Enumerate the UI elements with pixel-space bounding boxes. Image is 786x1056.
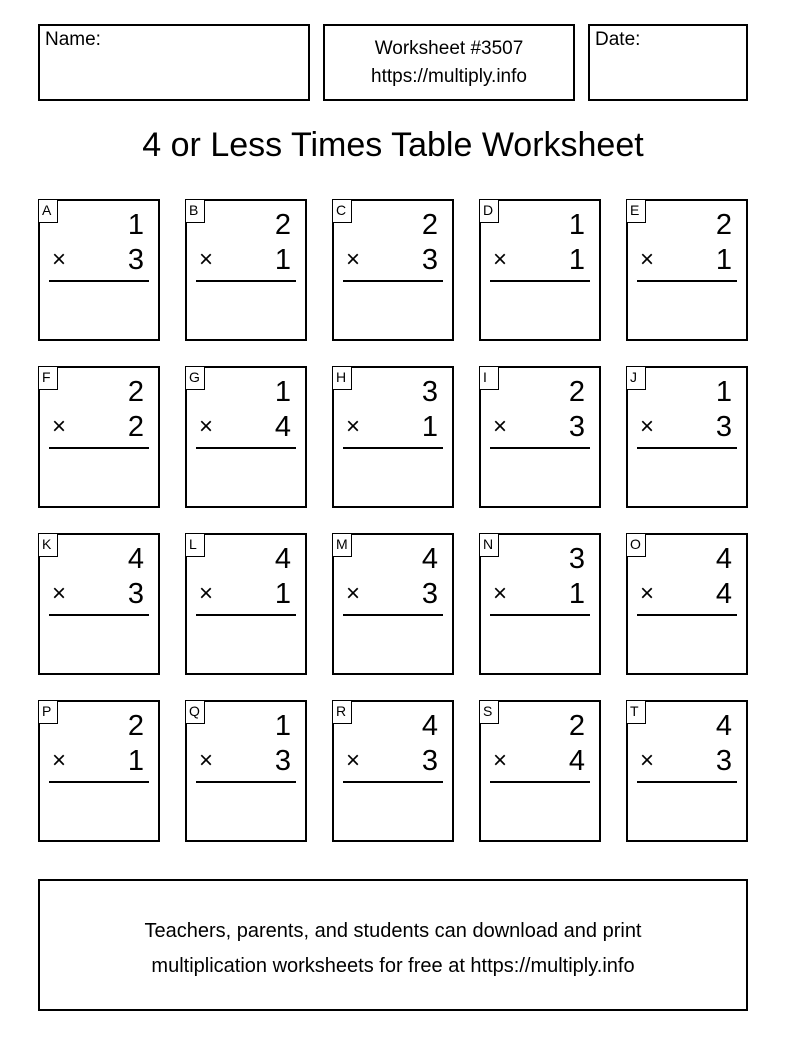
problem-card xyxy=(479,366,601,508)
problem-card xyxy=(626,366,748,508)
problem-card xyxy=(185,366,307,508)
problem-top-number: 1 xyxy=(127,209,144,241)
problem-letter: C xyxy=(332,199,352,223)
times-sign: × xyxy=(493,246,508,273)
times-sign: × xyxy=(199,580,214,607)
problem-letter: Q xyxy=(185,700,205,724)
problem-bottom-number: 4 xyxy=(568,745,585,777)
problem-letter: I xyxy=(479,366,499,390)
problem-bottom-number: 3 xyxy=(421,244,438,276)
answer-line xyxy=(343,781,443,783)
problem-top-number: 4 xyxy=(421,710,438,742)
problem-letter: B xyxy=(185,199,205,223)
problem-bottom-number: 3 xyxy=(715,745,732,777)
date-label: Date: xyxy=(595,29,641,50)
answer-line xyxy=(343,447,443,449)
problem-card xyxy=(38,533,160,675)
times-sign: × xyxy=(52,413,67,440)
problem-top-number: 3 xyxy=(568,543,585,575)
problem-card xyxy=(626,700,748,842)
problem-bottom-number: 3 xyxy=(127,578,144,610)
times-sign: × xyxy=(346,747,361,774)
problem-letter: R xyxy=(332,700,352,724)
problem-card xyxy=(479,533,601,675)
problem-card xyxy=(626,199,748,341)
problem-card xyxy=(185,700,307,842)
problem-top-number: 1 xyxy=(568,209,585,241)
answer-line xyxy=(343,280,443,282)
answer-line xyxy=(49,447,149,449)
problem-bottom-number: 1 xyxy=(421,411,438,443)
problem-letter: L xyxy=(185,533,205,557)
answer-line xyxy=(637,614,737,616)
answer-line xyxy=(196,781,296,783)
times-sign: × xyxy=(346,246,361,273)
problem-bottom-number: 3 xyxy=(274,745,291,777)
problem-bottom-number: 3 xyxy=(568,411,585,443)
times-sign: × xyxy=(346,413,361,440)
problem-bottom-number: 3 xyxy=(127,244,144,276)
problem-card xyxy=(185,533,307,675)
problem-top-number: 1 xyxy=(715,376,732,408)
problem-bottom-number: 4 xyxy=(715,578,732,610)
problem-top-number: 4 xyxy=(274,543,291,575)
worksheet-info-box xyxy=(323,24,575,101)
answer-line xyxy=(196,447,296,449)
problem-card xyxy=(38,366,160,508)
problem-top-number: 1 xyxy=(274,710,291,742)
answer-line xyxy=(637,280,737,282)
problem-bottom-number: 1 xyxy=(274,578,291,610)
times-sign: × xyxy=(640,413,655,440)
problem-bottom-number: 3 xyxy=(715,411,732,443)
times-sign: × xyxy=(199,747,214,774)
worksheet-url: https://multiply.info xyxy=(371,66,527,87)
times-sign: × xyxy=(52,580,67,607)
problem-card xyxy=(626,533,748,675)
problem-letter: H xyxy=(332,366,352,390)
times-sign: × xyxy=(346,580,361,607)
problem-bottom-number: 1 xyxy=(715,244,732,276)
problem-top-number: 2 xyxy=(568,376,585,408)
times-sign: × xyxy=(493,580,508,607)
problem-bottom-number: 1 xyxy=(127,745,144,777)
problem-top-number: 2 xyxy=(274,209,291,241)
page-title: 4 or Less Times Table Worksheet xyxy=(142,126,644,164)
problem-bottom-number: 1 xyxy=(274,244,291,276)
answer-line xyxy=(49,614,149,616)
times-sign: × xyxy=(199,413,214,440)
problem-bottom-number: 1 xyxy=(568,244,585,276)
times-sign: × xyxy=(52,747,67,774)
times-sign: × xyxy=(640,580,655,607)
answer-line xyxy=(196,614,296,616)
answer-line xyxy=(637,781,737,783)
times-sign: × xyxy=(493,413,508,440)
answer-line xyxy=(49,280,149,282)
times-sign: × xyxy=(640,747,655,774)
problem-top-number: 2 xyxy=(715,209,732,241)
problem-top-number: 2 xyxy=(421,209,438,241)
answer-line xyxy=(49,781,149,783)
problem-letter: S xyxy=(479,700,499,724)
problem-bottom-number: 1 xyxy=(568,578,585,610)
problem-bottom-number: 3 xyxy=(421,578,438,610)
problem-top-number: 4 xyxy=(715,543,732,575)
problem-bottom-number: 3 xyxy=(421,745,438,777)
problem-top-number: 2 xyxy=(127,376,144,408)
problem-card xyxy=(332,199,454,341)
answer-line xyxy=(196,280,296,282)
problem-card xyxy=(185,199,307,341)
footer-line-1: Teachers, parents, and students can download and print xyxy=(144,920,642,942)
problem-letter: G xyxy=(185,366,205,390)
problem-card xyxy=(38,700,160,842)
problem-letter: A xyxy=(38,199,58,223)
problem-card xyxy=(479,199,601,341)
answer-line xyxy=(490,447,590,449)
problem-top-number: 2 xyxy=(127,710,144,742)
footer-note xyxy=(38,879,748,1011)
problem-letter: D xyxy=(479,199,499,223)
problem-letter: O xyxy=(626,533,646,557)
problem-card xyxy=(479,700,601,842)
footer-line-2: multiplication worksheets for free at https://multiply.info xyxy=(151,955,635,977)
times-sign: × xyxy=(52,246,67,273)
problem-letter: N xyxy=(479,533,499,557)
problem-letter: J xyxy=(626,366,646,390)
problem-bottom-number: 2 xyxy=(127,411,144,443)
problem-top-number: 3 xyxy=(421,376,438,408)
name-box[interactable] xyxy=(38,24,310,101)
worksheet-number: Worksheet #3507 xyxy=(374,38,524,59)
problem-letter: F xyxy=(38,366,58,390)
answer-line xyxy=(637,447,737,449)
times-sign: × xyxy=(640,246,655,273)
problem-top-number: 4 xyxy=(127,543,144,575)
name-label: Name: xyxy=(45,29,101,50)
answer-line xyxy=(343,614,443,616)
answer-line xyxy=(490,614,590,616)
problem-card xyxy=(38,199,160,341)
times-sign: × xyxy=(199,246,214,273)
problem-card xyxy=(332,700,454,842)
times-sign: × xyxy=(493,747,508,774)
problem-card xyxy=(332,366,454,508)
problem-letter: P xyxy=(38,700,58,724)
date-box[interactable] xyxy=(588,24,748,101)
problem-bottom-number: 4 xyxy=(274,411,291,443)
problem-letter: K xyxy=(38,533,58,557)
problem-letter: E xyxy=(626,199,646,223)
problem-letter: T xyxy=(626,700,646,724)
problem-top-number: 4 xyxy=(421,543,438,575)
problem-top-number: 1 xyxy=(274,376,291,408)
problem-card xyxy=(332,533,454,675)
problem-letter: M xyxy=(332,533,352,557)
problem-top-number: 4 xyxy=(715,710,732,742)
answer-line xyxy=(490,280,590,282)
problem-top-number: 2 xyxy=(568,710,585,742)
answer-line xyxy=(490,781,590,783)
